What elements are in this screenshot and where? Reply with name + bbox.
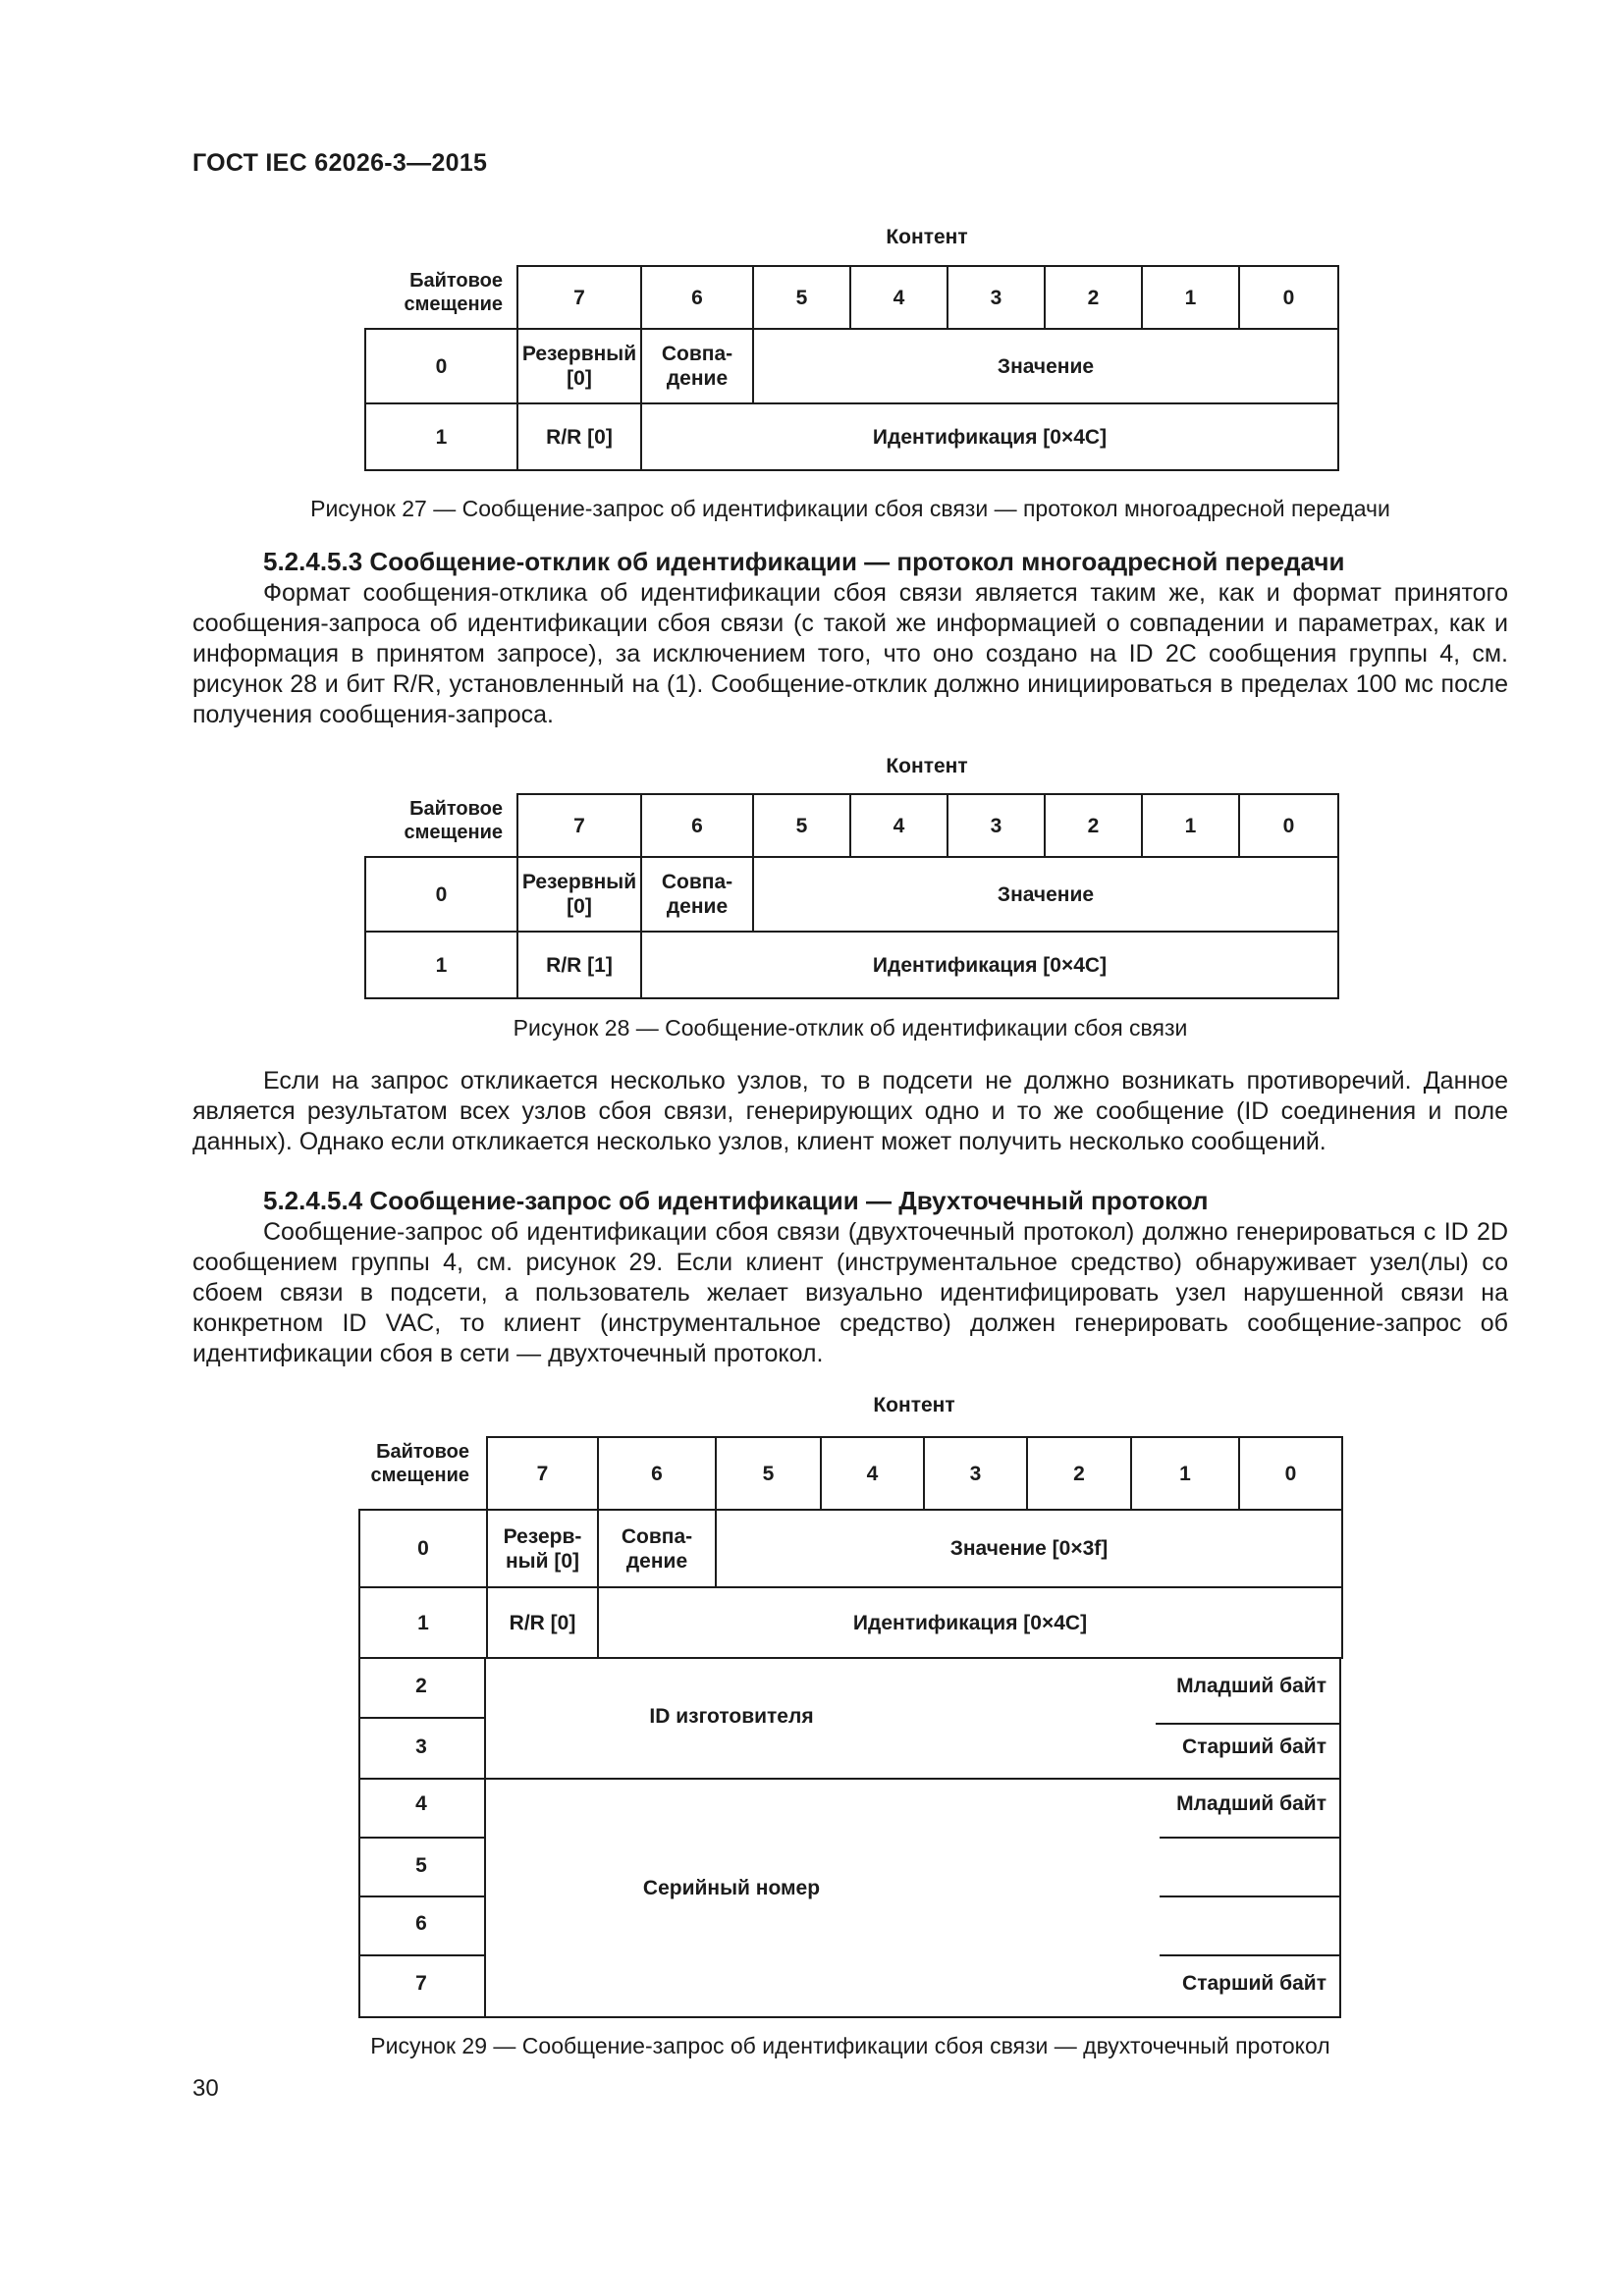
fig27-bit-header: 2	[1045, 266, 1142, 329]
fig29-bit-header: 2	[1027, 1437, 1131, 1510]
fig29-ident-cell: Идентификация [0×4C]	[598, 1587, 1342, 1658]
fig27-rr-cell: R/R [0]	[517, 403, 641, 470]
fig27-row1-offset: 1	[365, 403, 517, 470]
fig27-caption: Рисунок 27 — Сообщение-запрос об идентификации сбоя связи — протокол многоадресной передачи	[310, 496, 1390, 521]
fig29-bit-header: 4	[821, 1437, 924, 1510]
fig29-caption: Рисунок 29 — Сообщение-запрос об идентификации сбоя связи — двухточечный протокол	[370, 2033, 1330, 2058]
fig29-row0-offset: 0	[359, 1510, 487, 1587]
fig28-offset-label: Байтовое смещение	[404, 798, 503, 843]
fig29-serial-low-byte: Младший байт	[1176, 1792, 1326, 1815]
fig29-row-line	[358, 1954, 486, 1956]
fig29-offset-7: 7	[415, 1972, 427, 1995]
fig29-offset-5: 5	[415, 1854, 427, 1877]
fig29-bit-header: 1	[1131, 1437, 1239, 1510]
fig28-content-label: Контент	[886, 755, 968, 777]
fig29-rr-cell: R/R [0]	[487, 1587, 598, 1658]
fig27-offset-label: Байтовое смещение	[404, 270, 503, 315]
fig28-reserved-cell: Резервный [0]	[517, 857, 641, 932]
fig29-serial-high-byte: Старший байт	[1182, 1972, 1326, 1995]
fig28-value-cell: Значение	[753, 857, 1338, 932]
fig29-offset-4: 4	[415, 1792, 427, 1815]
fig27-value-cell: Значение	[753, 329, 1338, 403]
paragraph-multiple-nodes: Если на запрос откликается несколько узлов, то в подсети не должно возникать противоречий. Данное является результатом всех узлов сбоя связи, генерирующих одно и то же сообщение (ID соединения и поле данных). Однако если откликается несколько узлов, клиент может получить несколько сообщений.	[192, 1067, 1508, 1155]
fig28-table	[364, 793, 1339, 999]
fig28-bit-header: 4	[850, 794, 947, 857]
fig29-bit-header: 7	[487, 1437, 598, 1510]
fig27-table	[364, 265, 1339, 471]
fig29-offset-6: 6	[415, 1912, 427, 1935]
fig29-byte-line	[1160, 1896, 1339, 1897]
fig28-bit-header: 5	[753, 794, 850, 857]
fig28-row0-offset: 0	[365, 857, 517, 932]
fig29-row-line	[358, 1837, 486, 1839]
fig27-reserved-cell: Резервный [0]	[517, 329, 641, 403]
fig28-bit-header: 1	[1142, 794, 1239, 857]
fig29-group-separator	[358, 1778, 1339, 1780]
fig29-table	[358, 1436, 1343, 1659]
fig27-bit-header: 6	[641, 266, 753, 329]
fig29-bit-header: 3	[924, 1437, 1027, 1510]
fig28-rr-cell: R/R [1]	[517, 932, 641, 998]
section-heading-5-2-4-5-3: 5.2.4.5.3 Сообщение-отклик об идентификации — протокол многоадресной передачи	[263, 547, 1345, 576]
fig29-offset-2: 2	[415, 1675, 427, 1697]
fig29-row-line	[358, 1896, 486, 1897]
fig29-reserved-cell: Резерв-ный [0]	[487, 1510, 598, 1587]
fig27-bit-header: 7	[517, 266, 641, 329]
fig29-row-line	[358, 1717, 486, 1719]
fig27-ident-cell: Идентификация [0×4C]	[641, 403, 1338, 470]
fig28-row1-offset: 1	[365, 932, 517, 998]
fig27-bit-header: 0	[1239, 266, 1338, 329]
fig28-bit-header: 2	[1045, 794, 1142, 857]
fig29-byte-line	[1160, 1837, 1339, 1839]
paragraph-5-2-4-5-4: Сообщение-запрос об идентификации сбоя связи (двухточечный протокол) должно генерироваться с ID 2D сообщением группы 4, см. рисунок 29. Если клиент (инструментальное средство) обнаруживает узел(лы) со сбоем связи в подсети, а пользователь желает визуально идентифицировать узел нарушенной связи на конкретном ID VAC, то клиент (инструментальное средство) должен генерировать сообщение-запрос об идентификации сбоя в сети — двухточечный протокол.	[192, 1218, 1508, 1367]
fig28-bit-header: 6	[641, 794, 753, 857]
fig29-offset-3: 3	[415, 1735, 427, 1758]
fig29-serial-number-label: Серийный номер	[642, 1877, 821, 1899]
fig29-match-cell: Совпа-дение	[598, 1510, 716, 1587]
fig29-value-cell: Значение [0×3f]	[716, 1510, 1342, 1587]
fig27-bit-header: 1	[1142, 266, 1239, 329]
section-heading-5-2-4-5-4: 5.2.4.5.4 Сообщение-запрос об идентификации — Двухточечный протокол	[263, 1186, 1209, 1215]
fig29-content-label: Контент	[873, 1394, 955, 1416]
fig29-bit-header: 0	[1239, 1437, 1342, 1510]
fig28-caption: Рисунок 28 — Сообщение-отклик об идентификации сбоя связи	[513, 1015, 1188, 1041]
fig27-match-cell: Совпа-дение	[641, 329, 753, 403]
fig29-manufacturer-high-byte: Старший байт	[1182, 1735, 1326, 1758]
fig28-corner	[365, 794, 517, 857]
fig29-row1-offset: 1	[359, 1587, 487, 1658]
fig27-bit-header: 4	[850, 266, 947, 329]
fig28-bit-header: 3	[947, 794, 1045, 857]
fig29-byte-line	[1160, 1954, 1339, 1956]
fig27-row0-offset: 0	[365, 329, 517, 403]
fig29-bit-header: 6	[598, 1437, 716, 1510]
fig27-bit-header: 3	[947, 266, 1045, 329]
fig28-bit-header: 0	[1239, 794, 1338, 857]
fig27-content-label: Контент	[886, 226, 968, 248]
fig29-offset-label: Байтовое смещение	[370, 1441, 469, 1486]
document-header: ГОСТ IEC 62026-3—2015	[192, 149, 488, 177]
fig28-match-cell: Совпа-дение	[641, 857, 753, 932]
page-number: 30	[192, 2075, 219, 2102]
fig29-manufacturer-low-byte: Младший байт	[1176, 1675, 1326, 1697]
fig27-bit-header: 5	[753, 266, 850, 329]
fig29-manufacturer-id-label: ID изготовителя	[649, 1705, 814, 1728]
fig29-bit-header: 5	[716, 1437, 821, 1510]
fig29-byte-line	[1156, 1723, 1339, 1725]
fig29-corner	[359, 1437, 487, 1510]
fig28-ident-cell: Идентификация [0×4C]	[641, 932, 1338, 998]
fig28-bit-header: 7	[517, 794, 641, 857]
paragraph-5-2-4-5-3: Формат сообщения-отклика об идентификации сбоя связи является таким же, как и формат принятого сообщения-запроса об идентификации сбоя связи (с такой же информацией о совпадении и параметрах, как и информация в принятом запросе), за исключением того, что оно создано на ID 2C сообщения группы 4, см. рисунок 28 и бит R/R, установленный на (1). Сообщение-отклик должно инициироваться в пределах 100 мс после получения сообщения-запроса.	[192, 579, 1508, 728]
fig27-corner	[365, 266, 517, 329]
fig29-lower-block	[358, 1657, 1341, 2018]
